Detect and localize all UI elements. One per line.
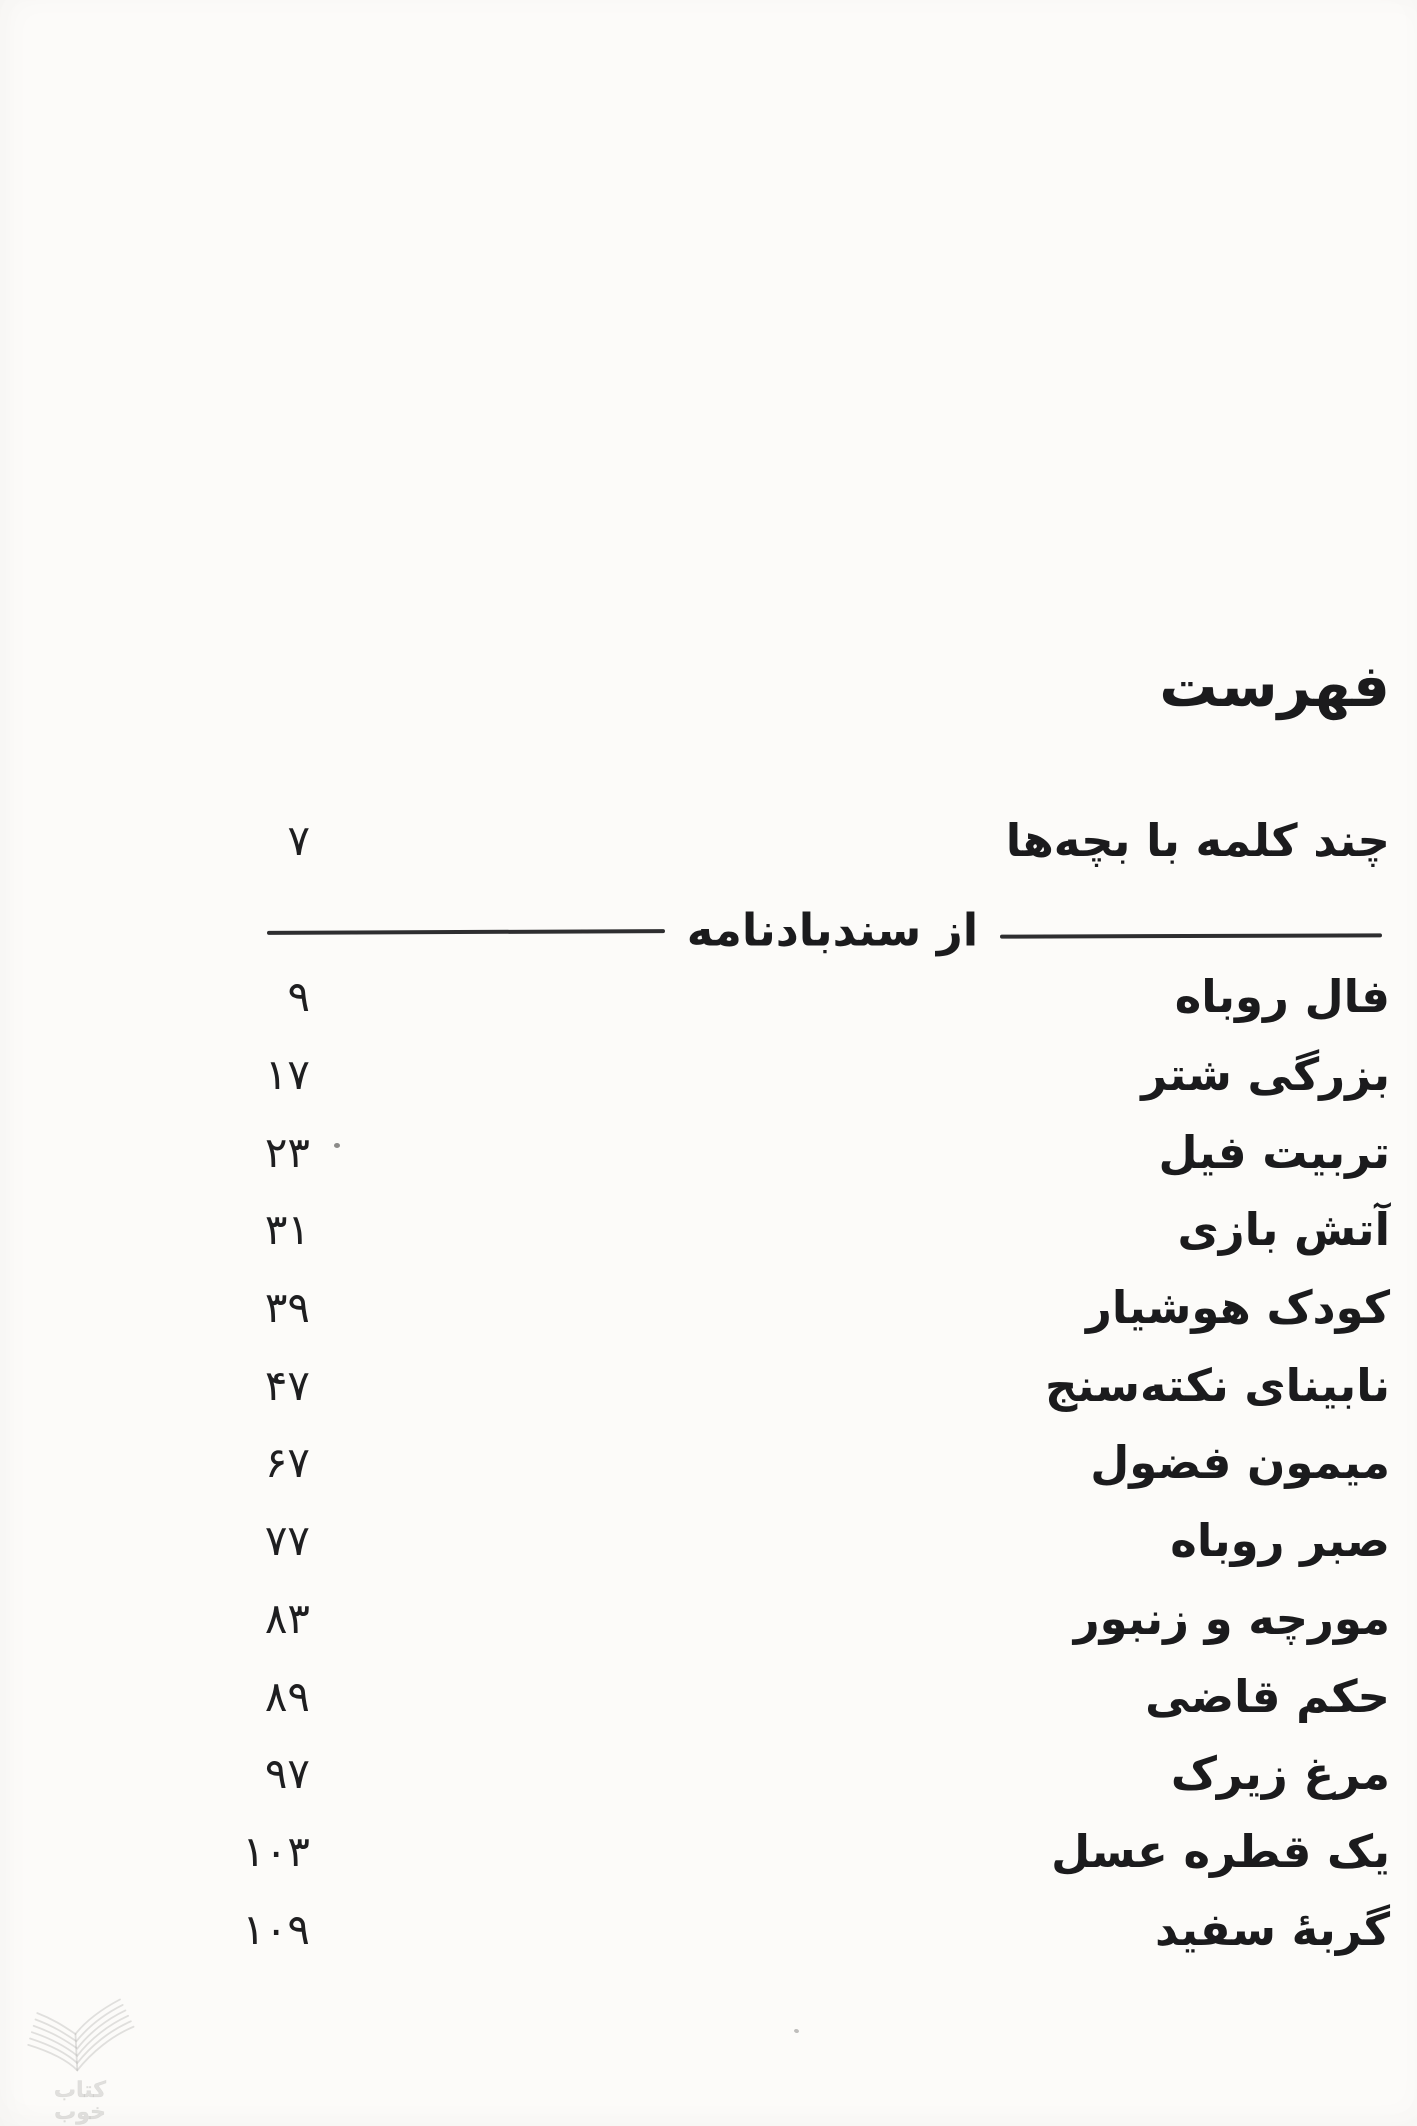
toc-entry-label: گربۀ سفید: [1154, 1902, 1390, 1956]
toc-entry-label: بزرگی شتر: [1141, 1048, 1390, 1102]
toc-entry: [0, 1890, 1417, 1968]
page-number: ۶۷: [264, 1438, 310, 1488]
page-number: ۱۷: [264, 1050, 310, 1100]
toc-entry: [0, 1346, 1417, 1424]
toc-entry-label: حکم قاضی: [1145, 1669, 1390, 1723]
toc-entry-label: چند کلمه با بچه‌ها: [1005, 813, 1390, 867]
page-number: ۱۰۹: [242, 1904, 310, 1954]
toc-entry: [0, 1657, 1417, 1735]
toc-entry-label: مورچه و زنبور: [1073, 1591, 1390, 1645]
watermark-text-line1: کتاب: [53, 2078, 107, 2103]
page-number: ۴۷: [264, 1360, 310, 1410]
toc-entry: [0, 1813, 1417, 1891]
publisher-watermark: [14, 1988, 146, 2124]
watermark-text-line2: خوب: [54, 2100, 106, 2125]
divider-line-left: [267, 929, 665, 935]
toc-entry: [0, 1269, 1417, 1347]
divider-line-right: [1000, 933, 1382, 938]
page-number: ۷: [287, 815, 310, 865]
toc-entry: [0, 1502, 1417, 1580]
page-number: ۸۳: [264, 1593, 310, 1643]
toc-entry: [0, 1424, 1417, 1502]
toc-entry-label: تربیت فیل: [1158, 1125, 1390, 1179]
section-divider-label: از سندبادنامه: [686, 903, 979, 957]
page-number: ۷۷: [264, 1516, 310, 1566]
toc-entry-label: فال روباه: [1174, 970, 1390, 1024]
page-number: ۳۹: [264, 1283, 310, 1333]
toc-entry-label: آتش بازی: [1177, 1203, 1390, 1257]
toc-entry-label: مرغ زیرک: [1170, 1747, 1390, 1801]
page-number: ۸۹: [264, 1671, 310, 1721]
toc-entry-label: کودک هوشیار: [1085, 1281, 1390, 1335]
page-title: فهرست: [1159, 652, 1390, 720]
open-book-icon: [21, 1988, 139, 2080]
toc-entry-front: [0, 798, 1417, 882]
toc-entry: [0, 958, 1417, 1036]
toc-entry-label: یک قطره عسل: [1051, 1824, 1390, 1878]
toc-entry: [0, 1113, 1417, 1191]
toc-entry: [0, 1036, 1417, 1114]
scan-speck: [794, 2028, 800, 2033]
toc-entry: [0, 1735, 1417, 1813]
toc-entry-label: نابینای نکته‌سنج: [1044, 1358, 1390, 1412]
toc-entry-label: میمون فضول: [1090, 1436, 1390, 1490]
page-number: ۹۷: [264, 1749, 310, 1799]
toc-entry: [0, 1191, 1417, 1269]
toc-entry: [0, 1580, 1417, 1658]
toc-list: [0, 958, 1417, 1968]
page-number: ۱۰۳: [242, 1826, 310, 1876]
toc-entry-label: صبر روباه: [1170, 1514, 1390, 1568]
page-number: ۹: [287, 972, 310, 1022]
page-number: ۲۳: [264, 1127, 310, 1177]
page-number: ۳۱: [264, 1205, 310, 1255]
scan-speck: [334, 1143, 340, 1148]
